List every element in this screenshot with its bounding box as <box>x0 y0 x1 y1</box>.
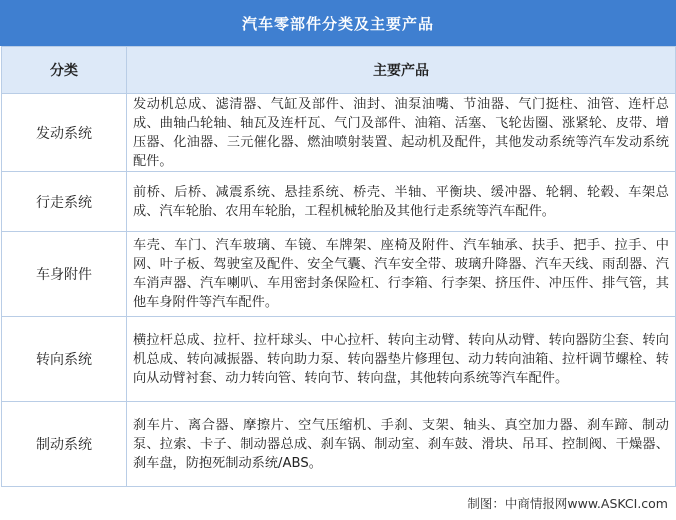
row-category: 转向系统 <box>2 317 127 402</box>
table-row <box>2 172 676 232</box>
row-products: 前桥、后桥、减震系统、悬挂系统、桥壳、半轴、平衡块、缓冲器、轮辋、轮毂、车架总成、汽车轮胎、农用车轮胎，工程机械轮胎及其他行走系统等汽车配件。 <box>127 172 676 232</box>
parts-table <box>1 46 676 487</box>
page-title: 汽车零部件分类及主要产品 <box>0 0 676 46</box>
row-category: 车身附件 <box>2 232 127 317</box>
table-row <box>2 317 676 402</box>
row-category: 发动系统 <box>2 94 127 172</box>
row-products: 车壳、车门、汽车玻璃、车镜、车牌架、座椅及附件、汽车轴承、扶手、把手、拉手、中网、叶子板、驾驶室及配件、安全气囊、汽车安全带、玻璃升降器、汽车天线、雨刮器、汽车消声器、汽车喇叭、车用密封条保险杠、行李箱、行李架、挤压件、冲压件、排气管，其他车身附件等汽车配件。 <box>127 232 676 317</box>
table-row <box>2 402 676 487</box>
row-category: 制动系统 <box>2 402 127 487</box>
row-category: 行走系统 <box>2 172 127 232</box>
row-products: 横拉杆总成、拉杆、拉杆球头、中心拉杆、转向主动臂、转向从动臂、转向器防尘套、转向机总成、转向减振器、转向助力泵、转向器垫片修理包、动力转向油箱、拉杆调节螺栓、转向从动臂衬套、动力转向管、转向节、转向盘，其他转向系统等汽车配件。 <box>127 317 676 402</box>
table-row <box>2 232 676 317</box>
source-credit: 制图：中商情报网www.ASKCI.com <box>467 496 668 511</box>
header-products: 主要产品 <box>127 47 676 94</box>
row-products: 刹车片、离合器、摩擦片、空气压缩机、手刹、支架、轴头、真空加力器、刹车蹄、制动泵、拉索、卡子、制动器总成、刹车锅、制动室、刹车鼓、滑块、吊耳、控制阀、干燥器、刹车盘，防抱死制动系统/ABS。 <box>127 402 676 487</box>
header-category: 分类 <box>2 47 127 94</box>
row-products: 发动机总成、滤清器、气缸及部件、油封、油泵油嘴、节油器、气门挺柱、油管、连杆总成、曲轴凸轮轴、轴瓦及连杆瓦、气门及部件、油箱、活塞、飞轮齿圈、涨紧轮、皮带、增压器、化油器、三元催化器、燃油喷射装置、起动机及配件，其他发动系统等汽车发动系统配件。 <box>127 94 676 172</box>
table-row <box>2 94 676 172</box>
table-header-row <box>2 47 676 94</box>
